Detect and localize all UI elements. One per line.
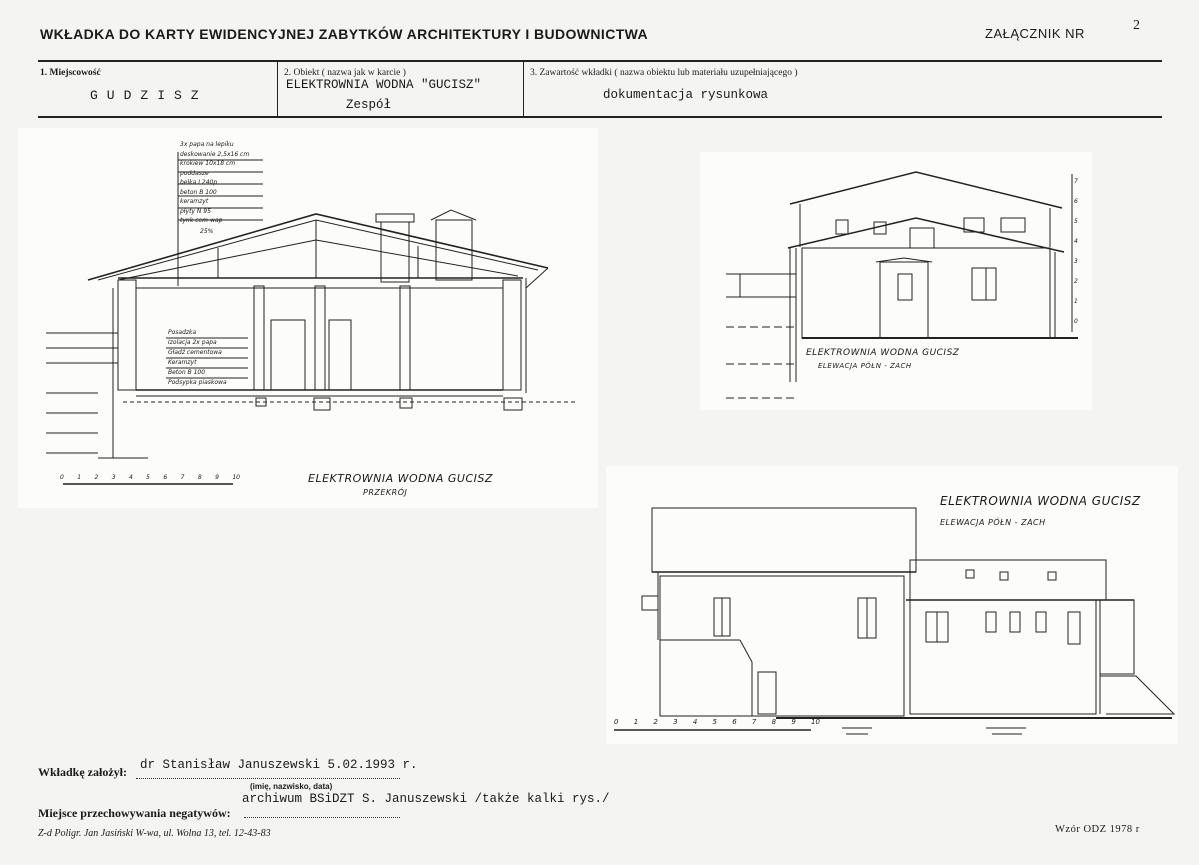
height-tick-label: 2 (1074, 278, 1078, 285)
section-subtitle: PRZEKRÓJ (363, 488, 408, 497)
scale-tick-label: 9 (215, 474, 219, 481)
storage-value: archiwum BSiDZT S. Januszewski /także kalki rys./ (242, 792, 610, 806)
attachment-number: 2 (1133, 18, 1140, 33)
elevation-drawing-1 (700, 152, 1092, 410)
founder-dotted-line (136, 778, 400, 779)
floor-layer: Keramzyt (168, 359, 197, 366)
height-tick-label: 4 (1074, 238, 1078, 245)
scale-tick-label: 7 (751, 718, 757, 726)
scale-tick-label: 1 (633, 718, 639, 726)
printer-info: Z-d Poligr. Jan Jasiński W-wa, ul. Wolna 13, tel. 12-43-83 (38, 828, 271, 839)
field-divider-2 (523, 62, 524, 116)
roof-layer: keramzyt (180, 198, 209, 205)
scale-tick-label: 2 (653, 718, 658, 726)
roof-layer: beton B 100 (180, 188, 217, 196)
height-tick-label: 7 (1074, 178, 1078, 185)
form-code: Wzór ODZ 1978 r (1055, 824, 1140, 835)
section-drawing-svg (18, 128, 598, 508)
scale-tick-label: 1 (77, 474, 82, 481)
roof-layer: tynk cem-wap (180, 217, 223, 224)
field3-label: 3. Zawartość wkładki ( nazwa obiektu lub materiału uzupełniającego ) (530, 68, 798, 78)
storage-label: Miejsce przechowywania negatywów: (38, 806, 231, 820)
scale-tick-label: 6 (163, 474, 168, 481)
scale-tick-label: 10 (811, 718, 820, 726)
scale-tick-label: 0 (60, 474, 64, 481)
height-tick-label: 0 (1074, 318, 1078, 325)
floor-layer-notes (168, 328, 227, 388)
elevation-2-subtitle: ELEWACJA PÓŁN - ZACH (940, 518, 1046, 527)
field2-value-line1: ELEKTROWNIA WODNA "GUCISZ" (286, 78, 482, 92)
field1-label: 1. Miejscowość (40, 68, 101, 78)
roof-layer-notes (180, 140, 249, 226)
scale-tick-label: 4 (128, 474, 133, 481)
scale-tick-label: 7 (180, 474, 185, 481)
floor-layer: Podsypka piaskowa (168, 379, 227, 386)
elevation-1-height-scale (1074, 172, 1078, 332)
section-scale-labels (60, 474, 240, 481)
elevation-1-subtitle: ELEWACJA PÓŁN - ZACH (818, 362, 912, 370)
scale-tick-label: 9 (791, 718, 796, 726)
scale-tick-label: 8 (771, 718, 777, 726)
roof-layer: belka I 240p (180, 179, 218, 186)
roof-layer: krokiew 10x18 cm (180, 160, 236, 167)
scale-tick-label: 3 (673, 718, 678, 726)
roof-layer: płyty N 95 (180, 207, 211, 215)
scale-tick-label: 5 (146, 474, 150, 481)
floor-layer: Beton B 100 (168, 369, 206, 376)
field-divider-1 (277, 62, 278, 116)
field3-value: dokumentacja rysunkowa (603, 88, 769, 102)
scale-tick-label: 4 (692, 718, 698, 726)
section-title: ELEKTROWNIA WODNA GUCISZ (308, 472, 493, 485)
scale-tick-label: 2 (94, 474, 99, 481)
scale-tick-label: 8 (197, 474, 202, 481)
field2-label: 2. Obiekt ( nazwa jak w karcie ) (284, 68, 406, 78)
floor-layer: Posadzka (168, 329, 197, 336)
height-tick-label: 1 (1074, 298, 1078, 305)
height-tick-label: 6 (1074, 198, 1078, 205)
scale-tick-label: 5 (712, 718, 717, 726)
floor-layer: Izolacja 2x papa (168, 339, 217, 346)
height-tick-label: 5 (1074, 218, 1078, 225)
field1-value: GUDZISZ (90, 88, 208, 103)
scale-tick-label: 6 (732, 718, 737, 726)
elevation-1-title: ELEKTROWNIA WODNA GUCISZ (806, 348, 960, 358)
scale-tick-label: 0 (614, 718, 619, 726)
attachment-label: ZAŁĄCZNIK NR (985, 26, 1085, 41)
elevation-2-title: ELEKTROWNIA WODNA GUCISZ (940, 494, 1141, 508)
scale-tick-label: 3 (111, 474, 116, 481)
storage-dotted-line (244, 817, 400, 818)
header-rule-top (38, 60, 1162, 62)
founder-value: dr Stanisław Januszewski 5.02.1993 r. (140, 758, 418, 772)
elevation-2-scale-labels (614, 718, 820, 726)
header-rule-bottom (38, 116, 1162, 118)
height-tick-label: 3 (1074, 258, 1078, 265)
roof-layer: deskowanie 2,5x16 cm (180, 150, 250, 158)
field2-value-line2: Zespół (346, 98, 392, 112)
founder-label: Wkładkę założył: (38, 765, 127, 779)
roof-layer: 3x papa na lepiku (180, 141, 234, 148)
roof-slope-label: 25% (200, 228, 214, 235)
scale-tick-label: 10 (232, 474, 240, 481)
form-title: WKŁADKA DO KARTY EWIDENCYJNEJ ZABYTKÓW ARCHITEKTURY I BUDOWNICTWA (40, 26, 649, 42)
elevation-drawing-2 (606, 466, 1178, 744)
floor-layer: Gładź cementowa (168, 349, 222, 356)
founder-hint: (imię, nazwisko, data) (250, 782, 333, 791)
section-drawing (18, 128, 598, 508)
elevation-1-svg (700, 152, 1092, 410)
roof-layer: poddasze (180, 169, 209, 177)
